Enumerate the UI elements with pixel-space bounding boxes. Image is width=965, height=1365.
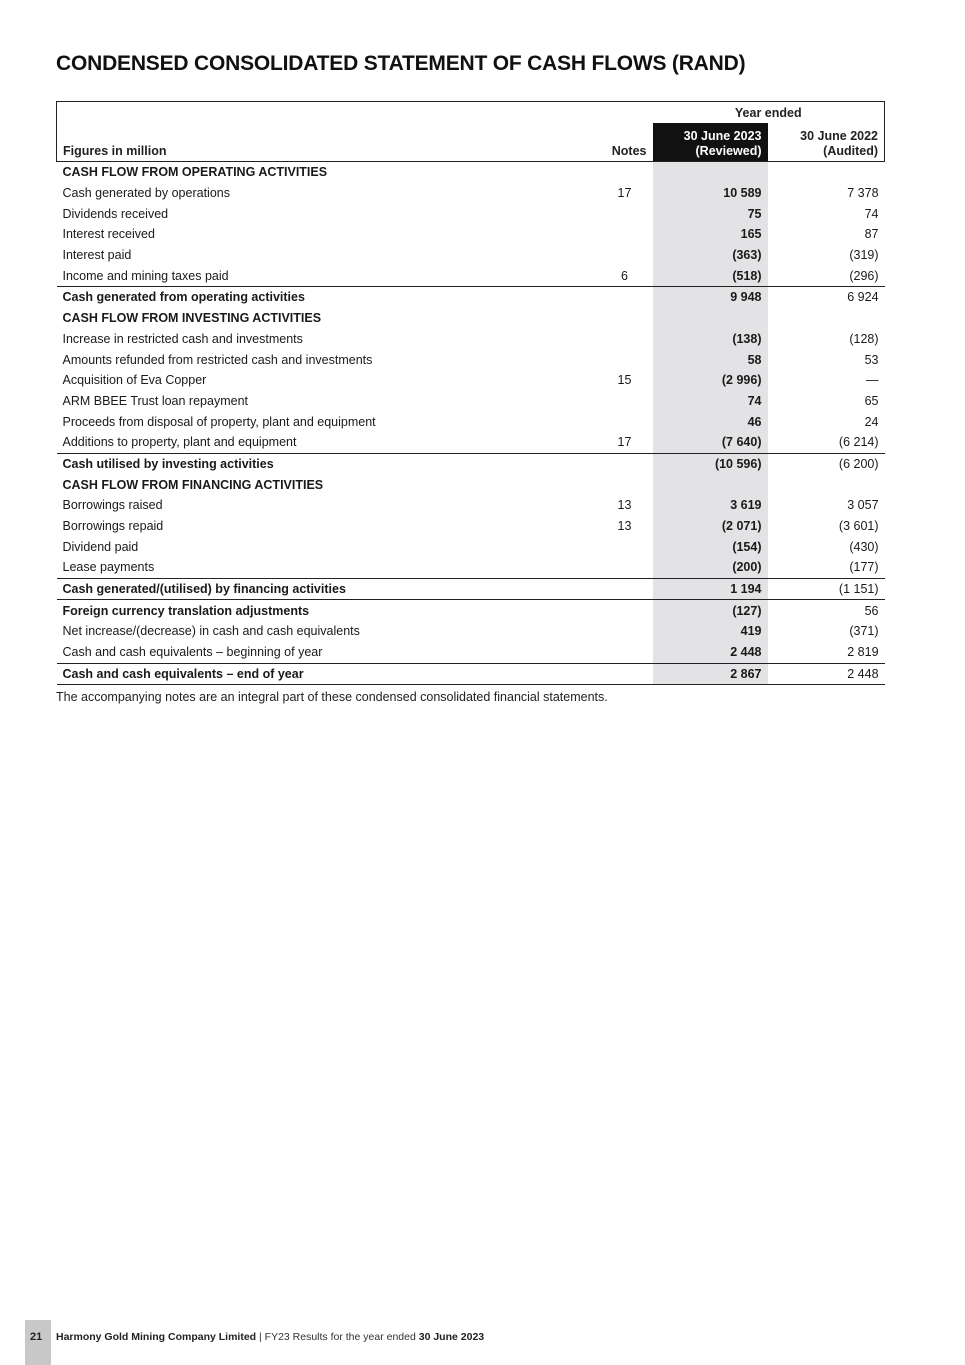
table-row: [57, 183, 885, 204]
row-value-2023: (7 640): [653, 432, 768, 453]
year-ended-header: Year ended: [653, 102, 885, 124]
current-year-header: [653, 123, 768, 162]
row-value-2022: [768, 162, 885, 183]
row-value-2023: (200): [653, 557, 768, 578]
row-value-2022: (1 151): [768, 578, 885, 600]
header-row-year-ended: [57, 102, 885, 124]
page-title: CONDENSED CONSOLIDATED STATEMENT OF CASH FLOWS (RAND): [56, 52, 746, 75]
row-notes: [597, 453, 653, 474]
header-spacer: [57, 102, 597, 124]
row-notes: [597, 329, 653, 350]
table-row: [57, 642, 885, 663]
row-notes: [597, 411, 653, 432]
table-row: [57, 203, 885, 224]
row-notes: [597, 349, 653, 370]
row-label: Income and mining taxes paid: [62, 268, 229, 283]
row-value-2023: (154): [653, 536, 768, 557]
row-label: Foreign currency translation adjustments: [57, 600, 597, 621]
row-label: Cash generated/(utilised) by financing activities: [57, 578, 597, 600]
page-number: 21: [30, 1331, 43, 1343]
row-label: Dividends received: [62, 206, 169, 221]
row-label: ARM BBEE Trust loan repayment: [62, 393, 248, 408]
table-row: [57, 308, 885, 329]
table-row: [57, 432, 885, 453]
row-value-2023: (518): [653, 265, 768, 286]
row-value-2022: 24: [864, 414, 879, 429]
row-label: Cash generated by operations: [62, 186, 230, 201]
row-notes: [597, 224, 653, 245]
row-value-2022: —: [866, 373, 879, 388]
row-notes: [597, 578, 653, 600]
table-row: [57, 162, 885, 183]
row-value-2023: (138): [653, 329, 768, 350]
row-value-2022: (3 601): [838, 519, 879, 534]
row-value-2022: 3 057: [847, 498, 879, 513]
table-row: [57, 411, 885, 432]
row-label: Lease payments: [62, 560, 155, 575]
row-value-2022: 2 448: [768, 663, 885, 685]
row-value-2022: (177): [849, 560, 879, 575]
row-label: Amounts refunded from restricted cash and investments: [62, 352, 373, 367]
row-value-2023: 10 589: [653, 183, 768, 204]
row-value-2023: (2 071): [653, 516, 768, 537]
row-notes: [597, 308, 653, 329]
row-label: Dividend paid: [62, 539, 139, 554]
notes-header: Notes: [611, 144, 647, 158]
row-value-2023: 1 194: [653, 578, 768, 600]
row-label: Proceeds from disposal of property, plant and equipment: [62, 414, 376, 429]
table-row: [57, 578, 885, 600]
table-row: [57, 663, 885, 685]
row-value-2023: 165: [653, 224, 768, 245]
row-value-2022: (319): [849, 248, 879, 263]
row-label: Net increase/(decrease) in cash and cash equivalents: [62, 624, 360, 639]
row-value-2022: (6 214): [838, 435, 879, 450]
row-label: CASH FLOW FROM OPERATING ACTIVITIES: [62, 165, 328, 180]
row-value-2022: [768, 474, 885, 495]
row-notes: [597, 536, 653, 557]
row-value-2022: (371): [849, 624, 879, 639]
row-label: Borrowings raised: [62, 498, 163, 513]
row-notes: 13: [617, 519, 632, 534]
row-notes: [597, 287, 653, 308]
current-year-status: (Reviewed): [695, 144, 762, 158]
row-value-2022: [768, 308, 885, 329]
row-notes: [597, 663, 653, 685]
table-row: [57, 495, 885, 516]
row-notes: 17: [617, 435, 632, 450]
row-label: Acquisition of Eva Copper: [62, 373, 207, 388]
table-row: [57, 600, 885, 621]
row-notes: 17: [617, 186, 632, 201]
row-value-2023: 2 867: [653, 663, 768, 685]
row-label: Additions to property, plant and equipment: [62, 435, 297, 450]
row-notes: [597, 391, 653, 412]
row-notes: [597, 245, 653, 266]
table-row: [57, 474, 885, 495]
row-value-2023: (127): [653, 600, 768, 621]
footer-report: FY23 Results for the year ended: [264, 1331, 419, 1343]
row-value-2022: 7 378: [847, 186, 879, 201]
row-notes: [597, 600, 653, 621]
row-value-2023: 3 619: [653, 495, 768, 516]
prior-year-header: [768, 123, 885, 162]
prior-year-status: (Audited): [823, 144, 879, 158]
row-notes: [597, 203, 653, 224]
row-label: Cash and cash equivalents – end of year: [57, 663, 597, 685]
footer-date: 30 June 2023: [418, 1331, 485, 1343]
cash-flow-table: [56, 101, 885, 685]
row-value-2022: 53: [864, 352, 879, 367]
row-label: Cash utilised by investing activities: [57, 453, 597, 474]
table-row: [57, 287, 885, 308]
row-value-2022: 2 819: [847, 645, 879, 660]
page-footer: [25, 1320, 525, 1365]
row-value-2022: (430): [849, 539, 879, 554]
row-notes: [597, 162, 653, 183]
row-value-2022: 74: [864, 206, 879, 221]
row-value-2023: 74: [653, 391, 768, 412]
row-value-2022: (296): [849, 268, 879, 283]
table-row: [57, 265, 885, 286]
row-value-2023: (10 596): [653, 453, 768, 474]
row-notes: 15: [617, 373, 632, 388]
row-value-2023: 58: [653, 349, 768, 370]
row-value-2023: [653, 474, 768, 495]
row-value-2023: [653, 308, 768, 329]
table-row: [57, 224, 885, 245]
row-notes: [597, 642, 653, 663]
table-row: [57, 349, 885, 370]
header-spacer: [597, 102, 653, 124]
table-row: [57, 516, 885, 537]
row-label: Cash and cash equivalents – beginning of year: [62, 645, 323, 660]
row-value-2022: 87: [864, 227, 879, 242]
row-notes: [597, 474, 653, 495]
row-value-2022: 6 924: [768, 287, 885, 308]
row-value-2023: (2 996): [653, 370, 768, 391]
table-row: [57, 329, 885, 350]
footer-company: Harmony Gold Mining Company Limited: [56, 1331, 257, 1343]
footer-text: [56, 1331, 484, 1343]
row-value-2023: (363): [653, 245, 768, 266]
row-value-2022: 65: [864, 393, 879, 408]
figures-in-million-header: Figures in million: [57, 123, 597, 162]
row-notes: [597, 557, 653, 578]
row-value-2023: 75: [653, 203, 768, 224]
row-label: Interest received: [62, 227, 155, 242]
row-value-2023: 46: [653, 411, 768, 432]
row-label: CASH FLOW FROM FINANCING ACTIVITIES: [62, 477, 324, 492]
table-row: [57, 453, 885, 474]
row-value-2023: 2 448: [653, 642, 768, 663]
table-row: [57, 536, 885, 557]
table-row: [57, 370, 885, 391]
row-value-2022: 56: [768, 600, 885, 621]
row-value-2023: 419: [653, 621, 768, 642]
prior-year-date: 30 June 2022: [800, 129, 879, 143]
footer-separator: |: [256, 1331, 265, 1343]
table-row: [57, 621, 885, 642]
row-value-2022: (128): [849, 331, 879, 346]
row-notes: 6: [621, 268, 628, 283]
row-value-2022: (6 200): [768, 453, 885, 474]
row-label: Cash generated from operating activities: [57, 287, 597, 308]
row-label: Interest paid: [62, 248, 132, 263]
current-year-date: 30 June 2023: [683, 129, 762, 143]
row-notes: 13: [617, 498, 632, 513]
row-label: Increase in restricted cash and investments: [62, 331, 303, 346]
table-row: [57, 391, 885, 412]
row-value-2023: 9 948: [653, 287, 768, 308]
row-label: Borrowings repaid: [62, 519, 164, 534]
row-label: CASH FLOW FROM INVESTING ACTIVITIES: [62, 311, 322, 326]
header-row-columns: [57, 123, 885, 162]
row-notes: [597, 621, 653, 642]
footnote: The accompanying notes are an integral part of these condensed consolidated financial statements.: [56, 690, 608, 704]
table-row: [57, 557, 885, 578]
table-row: [57, 245, 885, 266]
row-value-2023: [653, 162, 768, 183]
